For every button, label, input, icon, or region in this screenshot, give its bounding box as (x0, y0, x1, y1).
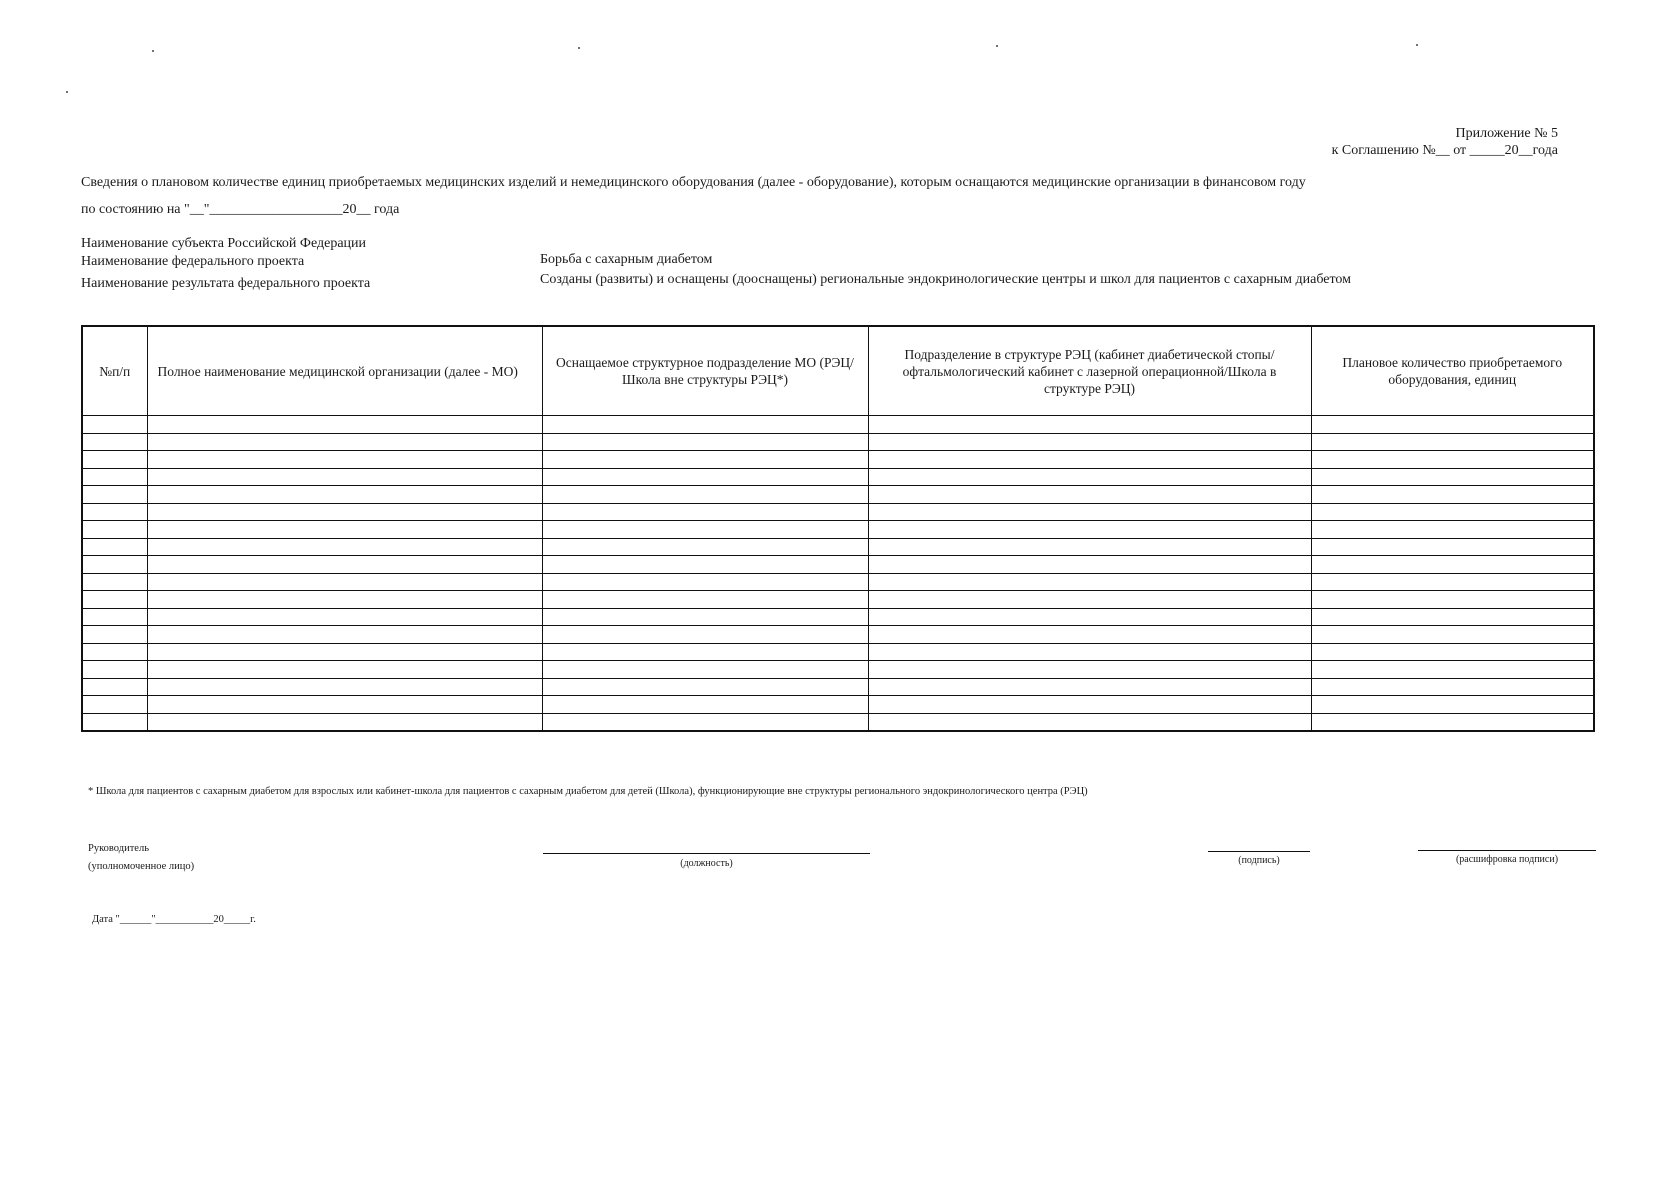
table-cell[interactable] (147, 591, 542, 609)
table-row (82, 416, 1594, 434)
table-cell[interactable] (147, 521, 542, 539)
table-row (82, 661, 1594, 679)
table-cell[interactable] (147, 608, 542, 626)
table-row (82, 608, 1594, 626)
table-cell[interactable] (147, 416, 542, 434)
table-cell[interactable] (1311, 678, 1594, 696)
table-cell[interactable] (868, 661, 1311, 679)
project-label: Наименование федерального проекта (81, 254, 305, 269)
appendix-agreement: к Соглашению №__ от _____20__года (1331, 143, 1558, 158)
table-cell[interactable] (868, 486, 1311, 504)
heading-line-1: Сведения о плановом количестве единиц приобретаемых медицинских изделий и немедицинского оборудования (далее - оборудование), которым оснащаются медицинские организации в финансовом году (81, 175, 1306, 190)
table-cell[interactable] (147, 468, 542, 486)
table-cell[interactable] (542, 416, 868, 434)
table-cell[interactable] (147, 486, 542, 504)
table-cell[interactable] (868, 503, 1311, 521)
table-cell[interactable] (868, 573, 1311, 591)
header-rec-unit: Подразделение в структуре РЭЦ (кабинет диабетической стопы/офтальмологический кабинет с лазерной операционной/Школа в структуре РЭЦ) (868, 326, 1311, 416)
table-cell[interactable] (147, 538, 542, 556)
table-cell[interactable] (82, 573, 147, 591)
table-cell[interactable] (542, 591, 868, 609)
table-cell[interactable] (147, 573, 542, 591)
table-cell[interactable] (868, 713, 1311, 731)
table-cell[interactable] (542, 573, 868, 591)
table-cell[interactable] (868, 521, 1311, 539)
scan-speck (1416, 44, 1418, 46)
table-row (82, 538, 1594, 556)
appendix-block (1332, 125, 1558, 159)
decode-caption: (расшифровка подписи) (1455, 854, 1559, 865)
table-cell[interactable] (82, 433, 147, 451)
table-row (82, 591, 1594, 609)
table-row (82, 433, 1594, 451)
table-row (82, 468, 1594, 486)
table-cell[interactable] (147, 556, 542, 574)
table-cell[interactable] (542, 608, 868, 626)
table-cell[interactable] (1311, 713, 1594, 731)
table-cell[interactable] (147, 643, 542, 661)
table-cell[interactable] (868, 608, 1311, 626)
table-cell[interactable] (147, 433, 542, 451)
table-cell[interactable] (868, 433, 1311, 451)
table-cell[interactable] (82, 521, 147, 539)
scan-speck (578, 47, 580, 49)
table-cell[interactable] (1311, 433, 1594, 451)
table-cell[interactable] (82, 503, 147, 521)
table-cell[interactable] (1311, 556, 1594, 574)
table-cell[interactable] (1311, 573, 1594, 591)
table-cell[interactable] (868, 678, 1311, 696)
table-cell[interactable] (82, 713, 147, 731)
table-cell[interactable] (82, 591, 147, 609)
table-cell[interactable] (542, 626, 868, 644)
table-cell[interactable] (1311, 451, 1594, 469)
table-cell[interactable] (1311, 538, 1594, 556)
table-cell[interactable] (1311, 608, 1594, 626)
table-cell[interactable] (1311, 416, 1594, 434)
position-line[interactable] (543, 853, 870, 854)
head-label: Руководитель (88, 843, 149, 854)
result-value: Созданы (развиты) и оснащены (дооснащены) региональные эндокринологические центры и школ для пациентов с сахарным диабетом (540, 272, 1351, 287)
table-cell[interactable] (82, 486, 147, 504)
project-value: Борьба с сахарным диабетом (540, 252, 713, 267)
table-cell[interactable] (1311, 486, 1594, 504)
equipment-table (81, 325, 1595, 732)
table-cell[interactable] (868, 538, 1311, 556)
header-organization: Полное наименование медицинской организации (далее - МО) (147, 326, 542, 416)
table-cell[interactable] (868, 451, 1311, 469)
table-cell[interactable] (82, 678, 147, 696)
table-row (82, 503, 1594, 521)
table-cell[interactable] (82, 643, 147, 661)
table-cell[interactable] (82, 451, 147, 469)
table-row (82, 573, 1594, 591)
table-cell[interactable] (542, 678, 868, 696)
table-cell[interactable] (542, 661, 868, 679)
table-cell[interactable] (1311, 591, 1594, 609)
header-division: Оснащаемое структурное подразделение МО (РЭЦ/Школа вне структуры РЭЦ*) (542, 326, 868, 416)
table-cell[interactable] (147, 661, 542, 679)
table-cell[interactable] (147, 451, 542, 469)
table-cell[interactable] (82, 661, 147, 679)
document-heading (81, 169, 1306, 223)
table-cell[interactable] (868, 416, 1311, 434)
date-line: Дата "______"___________20_____г. (92, 914, 256, 925)
table-cell[interactable] (542, 713, 868, 731)
table-cell[interactable] (1311, 696, 1594, 714)
table-cell[interactable] (147, 713, 542, 731)
head-sublabel: (уполномоченное лицо) (88, 861, 195, 872)
table-cell[interactable] (542, 468, 868, 486)
table-cell[interactable] (542, 521, 868, 539)
appendix-title: Приложение № 5 (1455, 126, 1558, 141)
signature-caption: (подпись) (1238, 855, 1280, 866)
table-cell[interactable] (1311, 661, 1594, 679)
table-row (82, 713, 1594, 731)
table-cell[interactable] (542, 696, 868, 714)
table-cell[interactable] (1311, 468, 1594, 486)
table-cell[interactable] (868, 591, 1311, 609)
table-cell[interactable] (82, 696, 147, 714)
scan-speck (152, 50, 154, 52)
table-cell[interactable] (542, 503, 868, 521)
table-header-row (82, 326, 1594, 416)
table-cell[interactable] (82, 468, 147, 486)
result-label: Наименование результата федерального проекта (81, 276, 371, 291)
table-body (82, 416, 1594, 732)
footnote: * Школа для пациентов с сахарным диабетом для взрослых или кабинет-школа для пациентов с сахарным диабетом для детей (Школа), функционирующие вне структуры регионального эндокринологического центра (РЭЦ) (88, 786, 1088, 797)
table-cell[interactable] (82, 556, 147, 574)
table-cell[interactable] (1311, 521, 1594, 539)
table-cell[interactable] (868, 626, 1311, 644)
table-cell[interactable] (868, 643, 1311, 661)
heading-line-2: по состоянию на "__"___________________20__ года (81, 202, 400, 217)
table-cell[interactable] (147, 503, 542, 521)
table-cell[interactable] (542, 643, 868, 661)
signature-line[interactable] (1208, 851, 1310, 852)
decode-line[interactable] (1418, 850, 1596, 851)
table-cell[interactable] (542, 451, 868, 469)
table-cell[interactable] (868, 556, 1311, 574)
table-row (82, 696, 1594, 714)
table-row (82, 486, 1594, 504)
table-row (82, 521, 1594, 539)
table-cell[interactable] (82, 608, 147, 626)
table-row (82, 556, 1594, 574)
table-cell[interactable] (868, 696, 1311, 714)
table-cell[interactable] (82, 538, 147, 556)
table-cell[interactable] (542, 433, 868, 451)
table-cell[interactable] (868, 468, 1311, 486)
subject-label: Наименование субъекта Российской Федерации (81, 236, 367, 251)
position-caption: (должность) (680, 858, 733, 869)
header-planned-quantity: Плановое количество приобретаемого оборудования, единиц (1311, 326, 1594, 416)
table-row (82, 678, 1594, 696)
table-cell[interactable] (82, 416, 147, 434)
table-cell[interactable] (147, 696, 542, 714)
table-cell[interactable] (542, 556, 868, 574)
table-cell[interactable] (542, 486, 868, 504)
table-row (82, 451, 1594, 469)
table-cell[interactable] (82, 626, 147, 644)
table-cell[interactable] (1311, 643, 1594, 661)
table-cell[interactable] (147, 678, 542, 696)
scan-speck (996, 45, 998, 47)
table-row (82, 643, 1594, 661)
table-cell[interactable] (1311, 503, 1594, 521)
table-row (82, 626, 1594, 644)
table-cell[interactable] (542, 538, 868, 556)
scan-speck (66, 91, 68, 93)
header-number: №п/п (82, 326, 147, 416)
table-cell[interactable] (147, 626, 542, 644)
table-cell[interactable] (1311, 626, 1594, 644)
